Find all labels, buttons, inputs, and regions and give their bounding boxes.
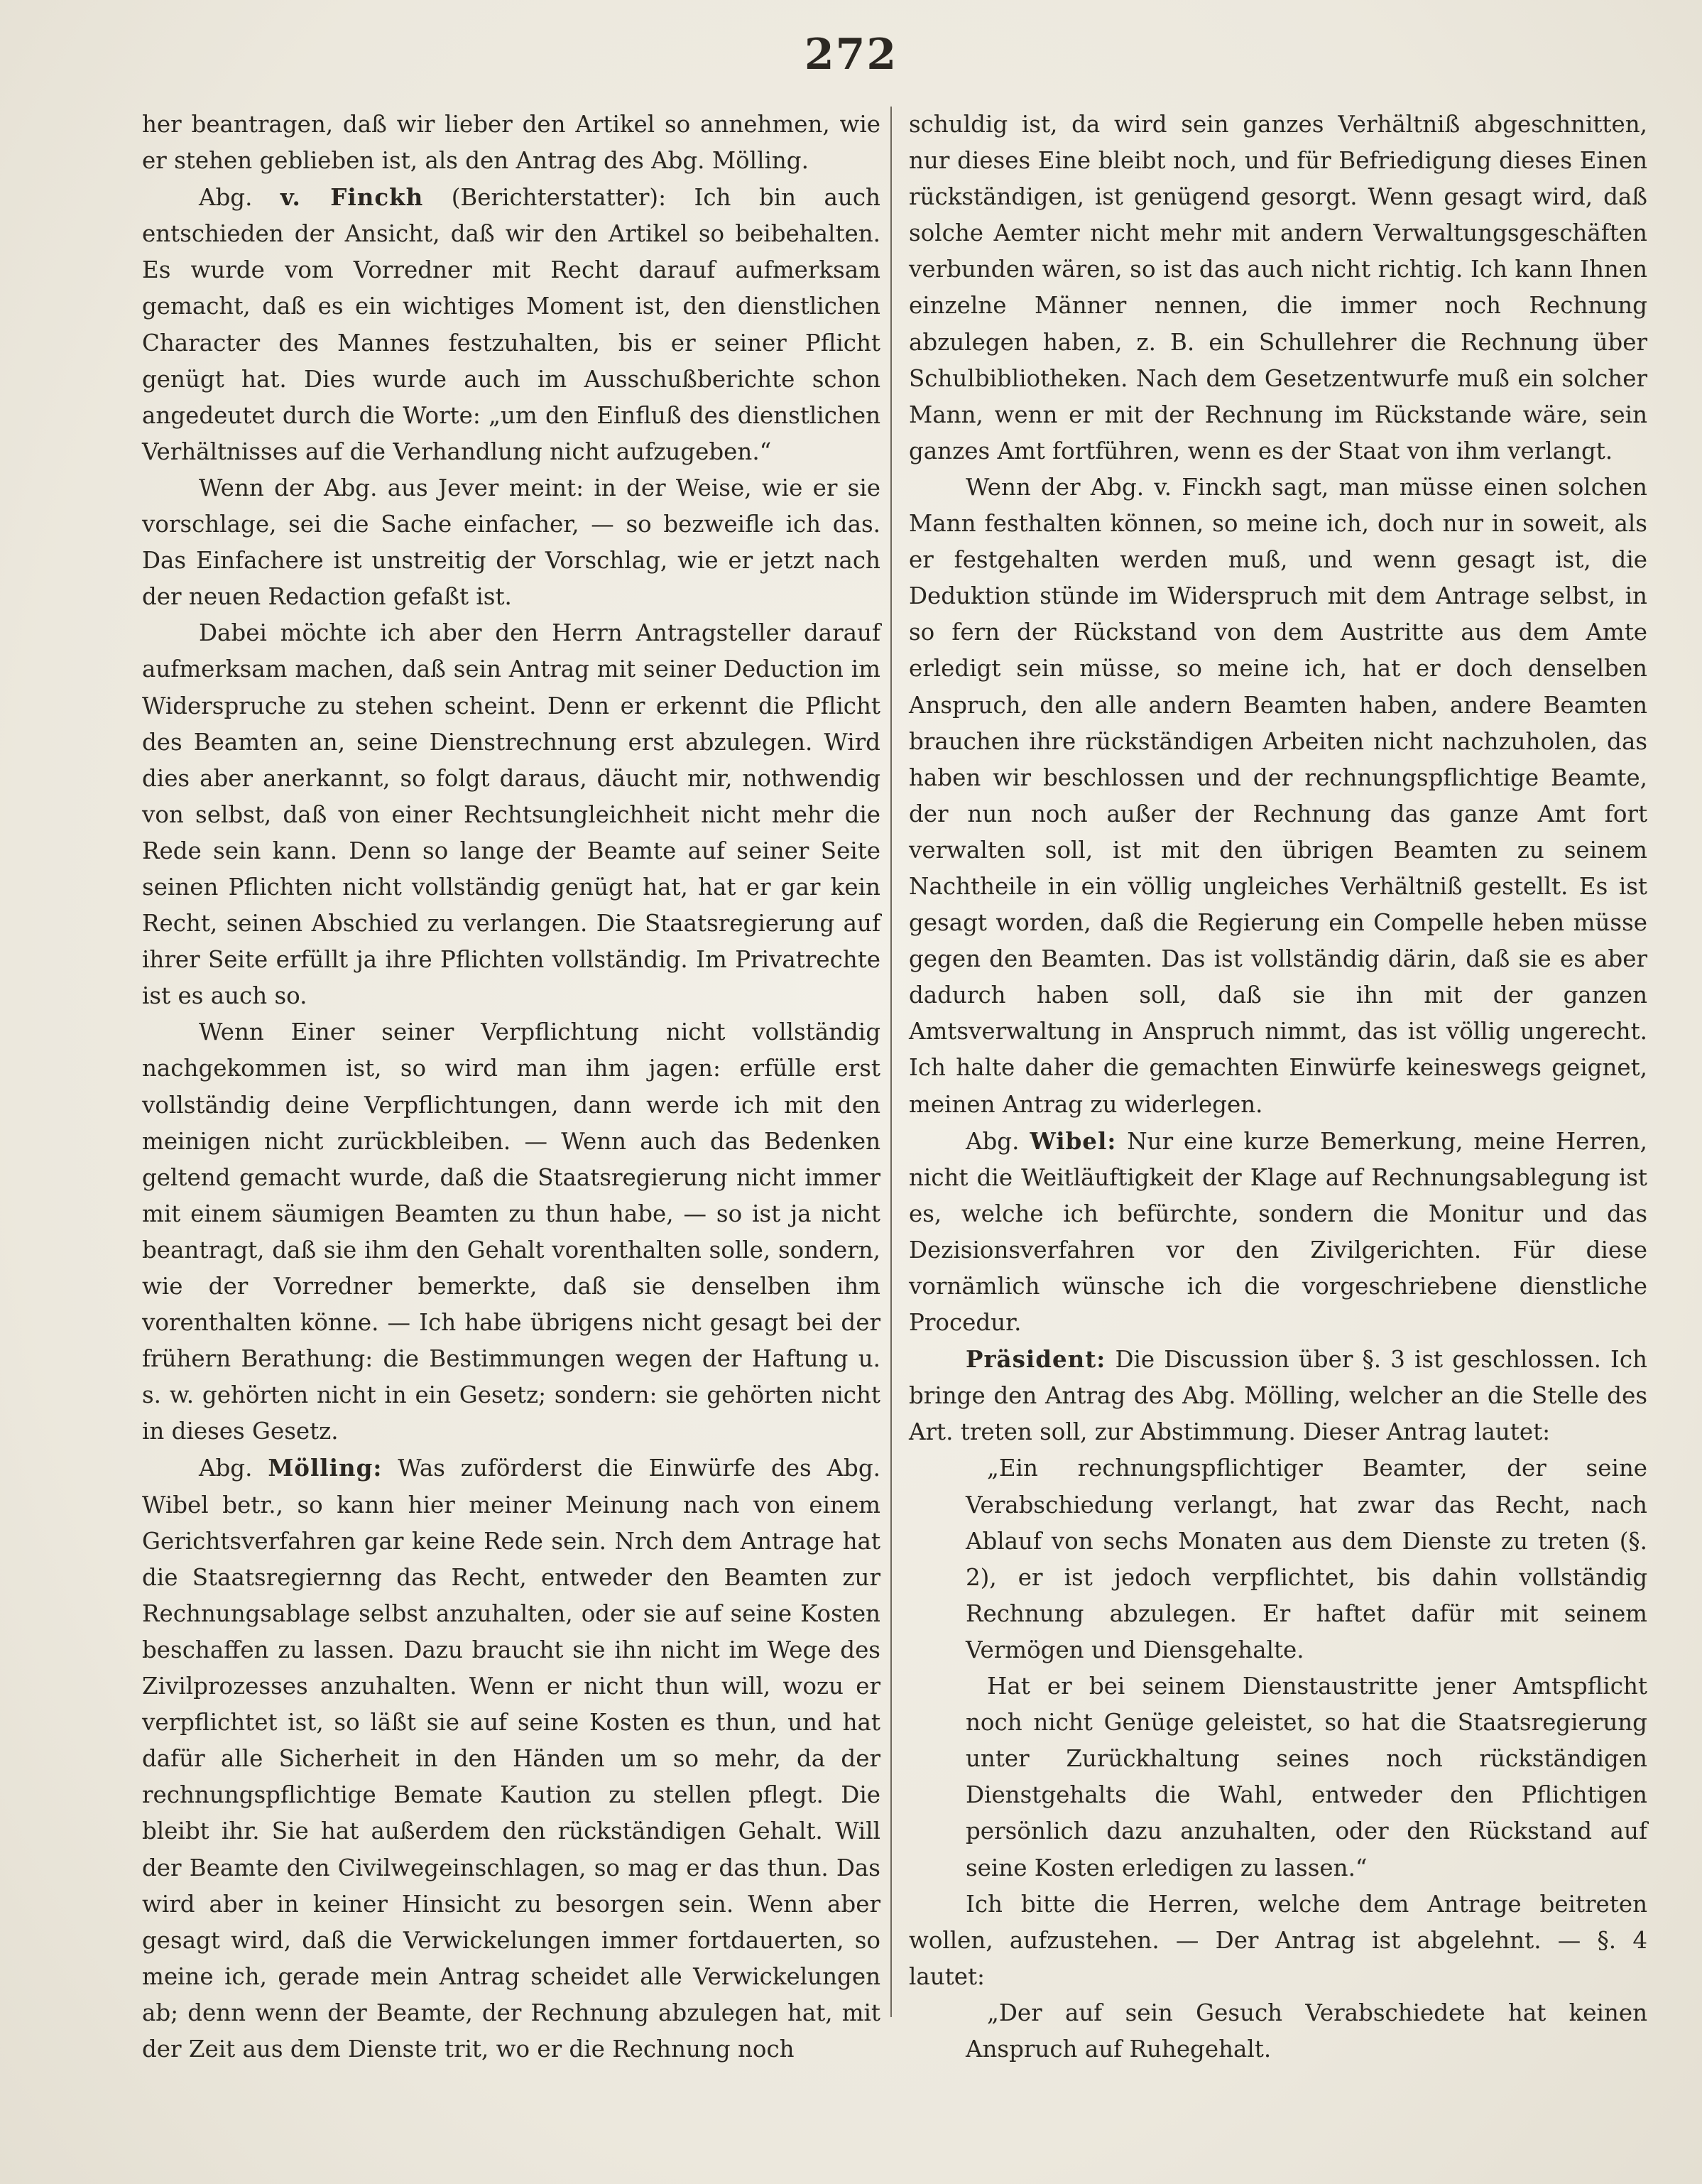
- paragraph: [142, 179, 880, 470]
- speaker-name: Mölling:: [268, 1454, 383, 1482]
- speaker-name: Wibel:: [1030, 1126, 1117, 1155]
- speech-text: Nur eine kurze Bemerkung, meine Herren, nicht die Weitläuftigkeit der Klage auf Rechnungsablegung ist es, welche ich befürchte, sondern die Monitur und das Dezisionsverfahren vor den Zivilgerichten. Für diese vornämlich wünsche ich die vorgeschriebene dienstliche Procedur.: [909, 1127, 1647, 1337]
- paragraph: [142, 1450, 880, 2068]
- speaker-prefix: Abg.: [199, 1455, 253, 1482]
- speech-text: Was zuförderst die Einwürfe des Abg. Wibel betr., so kann hier meiner Meinung nach von einem Gerichtsverfahren gar keine Rede sein. Nrch dem Antrage hat die Staatsregiernng das Recht, entweder den Beamten zur Rechnungsablage selbst anzuhalten, oder sie auf seine Kosten beschaffen zu lassen. Dazu braucht sie ihn nicht im Wege des Zivilprozesses anzuhalten. Wenn er nicht thun will, wozu er verpflichtet ist, so läßt sie auf seine Kosten es thun, und hat dafür alle Sicherheit in den Händen um so mehr, da der rechnungspflichtige Bemate Kaution zu stellen pflegt. Die bleibt ihr. Sie hat außerdem den rückständigen Gehalt. Will der Beamte den Civilwegeinschlagen, so mag er das thun. Das wird aber in keiner Hinsicht zu besorgen sein. Wenn aber gesagt wird, daß die Verwickelungen immer fortdauerten, so meine ich, gerade mein Antrag scheidet alle Verwickelungen ab; denn wenn der Beamte, der Rechnung abzulegen hat, mit der Zeit aus dem Dienste trit, wo er die Rechnung noch: [142, 1455, 880, 2063]
- paragraph: Ich bitte die Herren, welche dem Antrage beitreten wollen, aufzustehen. — Der Antrag ist abgelehnt. — §. 4 lautet:: [909, 1890, 1647, 1990]
- paragraph: schuldig ist, da wird sein ganzes Verhältniß abgeschnitten, nur dieses Eine bleibt noch, und für Befriedigung dieses Einen rückständigen, ist genügend gesorgt. Wenn gesagt wird, daß solche Aemter nicht mehr mit andern Verwaltungsgeschäften verbunden wären, so ist das auch nicht richtig. Ich kann Ihnen einzelne Männer nennen, die immer noch Rechnung abzulegen haben, z. B. ein Schullehrer die Rechnung über Schulbibliotheken. Nach dem Gesetzentwurfe muß ein solcher Mann, wenn er mit der Rechnung im Rückstande wäre, sein ganzes Amt fortführen, wenn es der Staat von ihm verlangt.: [909, 111, 1647, 464]
- paragraph: Wenn Einer seiner Verpflichtung nicht vollständig nachgekommen ist, so wird man ihm jagen: erfülle erst vollständig deine Verpflichtungen, dann werde ich mit den meinigen nicht zurückbleiben. — Wenn auch das Bedenken geltend gemacht wurde, daß die Staatsregierung nicht immer mit einem säumigen Beamten zu thun habe, — so ist ja nicht beantragt, daß sie ihm den Gehalt vorenthalten solle, sondern, wie der Vorredner bemerkte, daß sie denselben ihm vorenthalten könne. — Ich habe übrigens nicht gesagt bei der frühern Berathung: die Bestimmungen wegen der Haftung u. s. w. gehörten nicht in ein Gesetz; sondern: sie gehörten nicht in dieses Gesetz.: [142, 1018, 880, 1445]
- quoted-motion: „Ein rechnungspflichtiger Beamter, der seine Verabschiedung verlangt, hat zwar das Recht, nach Ablauf von sechs Monaten aus dem Dienste zu treten (§. 2), er ist jedoch verpflichtet, bis dahin vollständig Rechnung abzulegen. Er haftet dafür mit seinem Vermögen und Diensgehalte.: [966, 1455, 1647, 1663]
- speaker-name: Präsident:: [966, 1345, 1106, 1374]
- paragraph: her beantragen, daß wir lieber den Artikel so annehmen, wie er stehen geblieben ist, als den Antrag des Abg. Mölling.: [142, 111, 880, 175]
- quoted-motion: „Der auf sein Gesuch Verabschiedete hat keinen Anspruch auf Ruhegehalt.: [966, 1999, 1647, 2063]
- speaker-prefix: Abg.: [966, 1127, 1020, 1155]
- right-column: [909, 107, 1647, 2068]
- paragraph: Wenn der Abg. v. Finckh sagt, man müsse einen solchen Mann festhalten können, so meine ich, doch nur in soweit, als er festgehalten werden muß, und wenn gesagt ist, die Deduktion stünde im Widerspruch mit dem Antrage selbst, in so fern der Rückstand von dem Austritte aus dem Amte erledigt sein müsse, so meine ich, hat er doch denselben Anspruch, den alle andern Beamten haben, andere Beamten brauchen ihre rückständigen Arbeiten nicht nachzuholen, das haben wir beschlossen und der rechnungspflichtige Beamte, der nun noch außer der Rechnung das ganze Amt fort verwalten soll, ist mit den übrigen Beamten zu seinem Nachtheile in ein völlig ungleiches Verhältniß gestellt. Es ist gesagt worden, daß die Regierung ein Compelle heben müsse gegen den Beamten. Das ist vollständig därin, daß sie es aber dadurch haben soll, daß sie ihn mit der ganzen Amtsverwaltung in Anspruch nimmt, das ist völlig ungerecht. Ich halte daher die gemachten Einwürfe keineswegs geignet, meinen Antrag zu widerlegen.: [909, 473, 1647, 1118]
- column-divider: [890, 107, 892, 2017]
- speaker-prefix: Abg.: [199, 184, 253, 212]
- paragraph: Wenn der Abg. aus Jever meint: in der Weise, wie er sie vorschlage, sei die Sache einfacher, — so bezweifle ich das. Das Einfachere ist unstreitig der Vorschlag, wie er jetzt nach der neuen Redaction gefaßt ist.: [142, 474, 880, 611]
- page-number: 272: [804, 30, 898, 80]
- quoted-motion: Hat er bei seinem Dienstaustritte jener Amtspflicht noch nicht Genüge geleistet, so hat die Staatsregierung unter Zurückhaltung seines noch rückständigen Dienstgehalts die Wahl, entweder den Pflichtigen persönlich dazu anzuhalten, oder den Rückstand auf seine Kosten erledigen zu lassen.“: [966, 1673, 1647, 1881]
- left-column: [142, 107, 880, 2068]
- speech-text: (Berichterstatter): Ich bin auch entschieden der Ansicht, daß wir den Artikel so beibehalten. Es wurde vom Vorredner mit Recht darauf aufmerksam gemacht, daß es ein wichtiges Moment ist, den dienstlichen Character des Mannes festzuhalten, bis er seiner Pflicht genügt hat. Dies wurde auch im Ausschußberichte schon angedeutet durch die Worte: „um den Einfluß des dienstlichen Verhältnisses auf die Verhandlung nicht aufzugeben.“: [142, 184, 880, 465]
- paragraph: [909, 1341, 1647, 1450]
- paragraph: Dabei möchte ich aber den Herrn Antragsteller darauf aufmerksam machen, daß sein Antrag mit seiner Deduction im Widerspruche zu stehen scheint. Denn er erkennt die Pflicht des Beamten an, seine Dienstrechnung erst abzulegen. Wird dies aber anerkannt, so folgt daraus, däucht mir, nothwendig von selbst, daß von einer Rechtsungleichheit nicht mehr die Rede sein kann. Denn so lange der Beamte auf seiner Seite seinen Pflichten nicht vollständig genügt hat, hat er gar kein Recht, seinen Abschied zu verlangen. Die Staatsregierung auf ihrer Seite erfüllt ja ihre Pflichten vollständig. Im Privatrechte ist es auch so.: [142, 619, 880, 1010]
- speech-text: Die Discussion über §. 3 ist geschlossen. Ich bringe den Antrag des Abg. Mölling, welcher an die Stelle des Art. treten soll, zur Abstimmung. Dieser Antrag lautet:: [909, 1346, 1647, 1446]
- speaker-name: v. Finckh: [280, 183, 424, 212]
- paragraph: [909, 1123, 1647, 1342]
